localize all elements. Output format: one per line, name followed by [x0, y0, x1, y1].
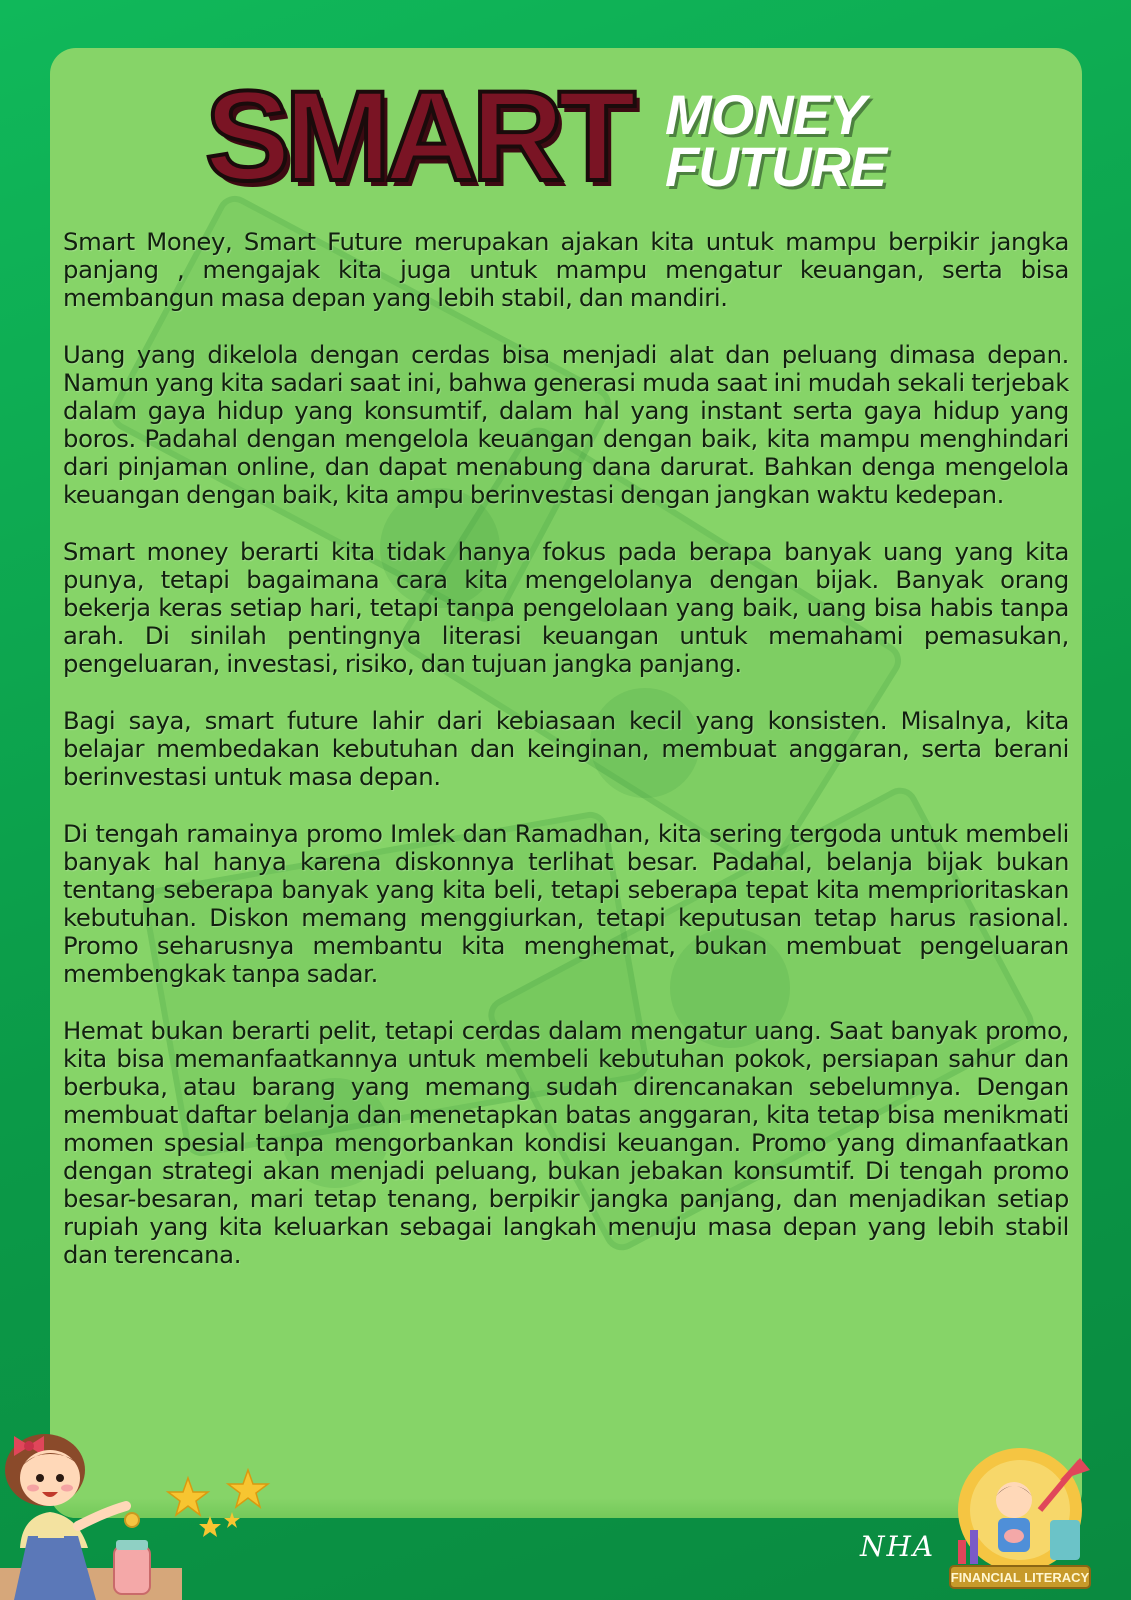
- coin-jar-icon: [114, 1513, 150, 1594]
- financial-literacy-badge-icon: [940, 1440, 1100, 1600]
- badge-text: FINANCIAL LITERACY: [950, 1570, 1090, 1585]
- title-money: MONEY: [665, 83, 866, 146]
- author-signature: NHA: [860, 1530, 936, 1563]
- title-future: FUTURE: [665, 135, 887, 198]
- paragraph-3: Smart money berarti kita tidak hanya fokus pada berapa banyak uang yang kita punya, tetapi bagaimana cara kita mengelolanya dengan bijak. Banyak orang bekerja keras setiap hari, tetapi tanpa pengelolaan yang baik, uang bisa habis tanpa arah. Di sinilah pentingnya literasi keuangan untuk memahami pemasukan, pengeluaran, investasi, risiko, dan tujuan jangka panjang.: [63, 537, 1069, 678]
- paragraph-6: Hemat bukan berarti pelit, tetapi cerdas dalam mengatur uang. Saat banyak promo, kita bisa memanfaatkannya untuk membeli kebutuhan pokok, persiapan sahur dan berbuka, atau barang yang memang sudah direncanakan sebelumnya. Dengan membuat daftar belanja dan menetapkan batas anggaran, kita tetap bisa menikmati momen spesial tanpa mengorbankan kondisi keuangan. Promo yang dimanfaatkan dengan strategi akan menjadi peluang, bukan jebakan konsumtif. Di tengah promo besar-besaran, mari tetap tenang, berpikir jangka panjang, dan menjadikan setiap rupiah yang kita keluarkan sebagai langkah menuju masa depan yang lebih stabil dan terencana.: [63, 1016, 1069, 1269]
- star-icon: [168, 1470, 268, 1537]
- page-title: [205, 65, 887, 208]
- paragraph-2: Uang yang dikelola dengan cerdas bisa menjadi alat dan peluang dimasa depan. Namun yang kita sadari saat ini, bahwa generasi muda saat ini mudah sekali terjebak dalam gaya hidup yang konsumtif, dalam hal yang instant serta gaya hidup yang boros. Padahal dengan mengelola keuangan dengan baik, kita mampu menghindari dari pinjaman online, dan dapat menabung dana darurat. Bahkan denga mengelola keuangan dengan baik, kita ampu berinvestasi dengan jangkan waktu kedepan.: [63, 340, 1069, 509]
- paragraph-4: Bagi saya, smart future lahir dari kebiasaan kecil yang konsisten. Misalnya, kita belajar membedakan kebutuhan dan keinginan, membuat anggaran, serta berani berinvestasi untuk masa depan.: [63, 706, 1069, 791]
- paragraph-5: Di tengah ramainya promo Imlek dan Ramadhan, kita sering tergoda untuk membeli banyak hal hanya karena diskonnya terlihat besar. Padahal, belanja bijak bukan tentang seberapa banyak yang kita beli, tetapi seberapa tepat kita memprioritaskan kebutuhan. Diskon memang menggiurkan, tetapi keputusan tetap harus rasional. Promo seharusnya membantu kita menghemat, bukan membuat pengeluaran membengkak tanpa sadar.: [63, 819, 1069, 988]
- article-body: [63, 228, 1069, 1298]
- paragraph-1: Smart Money, Smart Future merupakan ajakan kita untuk mampu berpikir jangka panjang , mengajak kita juga untuk mampu mengatur keuangan, serta bisa membangun masa depan yang lebih stabil, dan mandiri.: [63, 227, 1069, 312]
- title-smart: SMART: [205, 65, 631, 208]
- star-decoration: [160, 1468, 290, 1538]
